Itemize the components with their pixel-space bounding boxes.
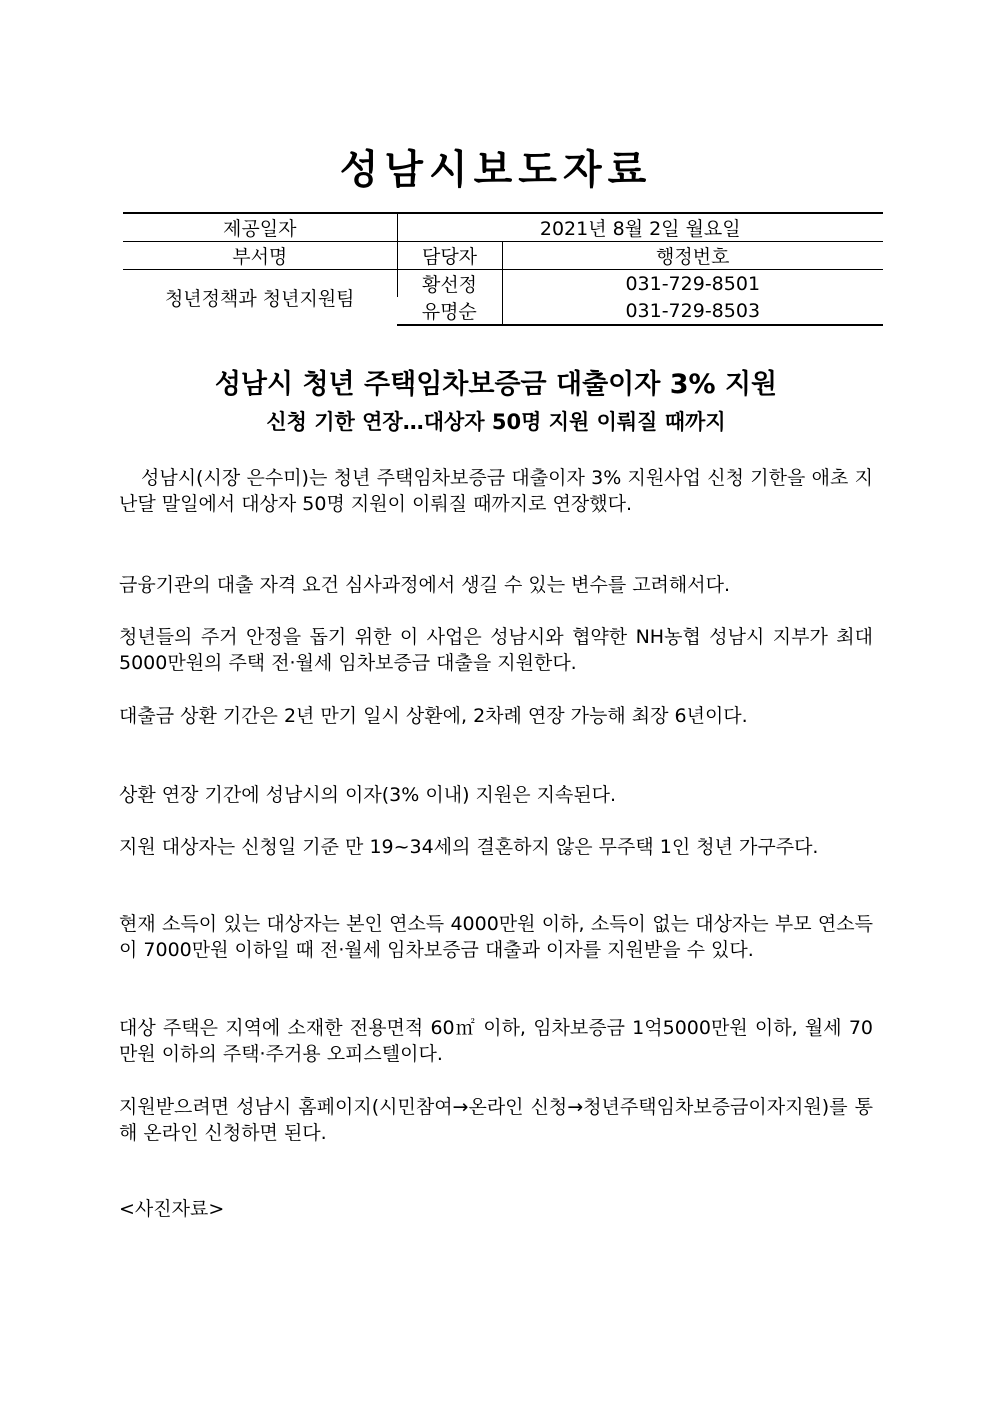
- subheadline: 신청 기한 연장…대상자 50명 지원 이뤄질 때까지: [266, 410, 726, 434]
- paragraph-3: 청년들의 주거 안정을 돕기 위한 이 사업은 성남시와 협약한 NH농협 성남시 지부가 최대 5000만원의 주택 전·월세 임차보증금 대출을 지원한다.: [119, 626, 873, 674]
- photo-label: <사진자료>: [119, 1198, 225, 1220]
- paragraph-9: 지원받으려면 성남시 홈페이지(시민참여→온라인 신청→청년주택임차보증금이자지원)를 통해 온라인 신청하면 된다.: [119, 1096, 873, 1144]
- paragraph-8: 대상 주택은 지역에 소재한 전용면적 60㎡ 이하, 임차보증금 1억5000만원 이하, 월세 70만원 이하의 주택·주거용 오피스텔이다.: [119, 1017, 873, 1065]
- phone-label: 행정번호: [502, 242, 883, 270]
- paragraph-5: 상환 연장 기간에 성남시의 이자(3% 이내) 지원은 지속된다.: [119, 784, 617, 806]
- paragraph-6: 지원 대상자는 신청일 기준 만 19~34세의 결혼하지 않은 무주택 1인 청년 가구주다.: [119, 836, 819, 858]
- paragraph-7: 현재 소득이 있는 대상자는 본인 연소득 4000만원 이하, 소득이 없는 대상자는 부모 연소득이 7000만원 이하일 때 전·월세 임차보증금 대출과 이자를 지원받을 수 있다.: [119, 913, 873, 961]
- dept-label: 부서명: [123, 242, 397, 270]
- contact-phone-1: 031-729-8501: [502, 270, 883, 298]
- paragraph-1: 성남시(시장 은수미)는 청년 주택임차보증금 대출이자 3% 지원사업 신청 기한을 애초 지난달 말일에서 대상자 50명 지원이 이뤄질 때까지로 연장했다.: [119, 467, 873, 515]
- document-title: 성남시보도자료: [339, 147, 653, 193]
- date-value: 2021년 8월 2일 월요일: [397, 213, 883, 242]
- contact-name-1: 황선정: [397, 270, 502, 298]
- paragraph-2: 금융기관의 대출 자격 요건 심사과정에서 생길 수 있는 변수를 고려해서다.: [119, 574, 731, 596]
- contact-label: 담당자: [397, 242, 502, 270]
- press-info-table: [123, 212, 883, 326]
- date-label: 제공일자: [123, 213, 397, 242]
- contact-name-2: 유명순: [397, 297, 502, 325]
- headline: 성남시 청년 주택임차보증금 대출이자 3% 지원: [214, 369, 778, 400]
- paragraph-4: 대출금 상환 기간은 2년 만기 일시 상환에, 2차례 연장 가능해 최장 6년이다.: [119, 705, 748, 727]
- dept-value: 청년정책과 청년지원팀: [164, 288, 355, 310]
- contact-phone-2: 031-729-8503: [502, 297, 883, 325]
